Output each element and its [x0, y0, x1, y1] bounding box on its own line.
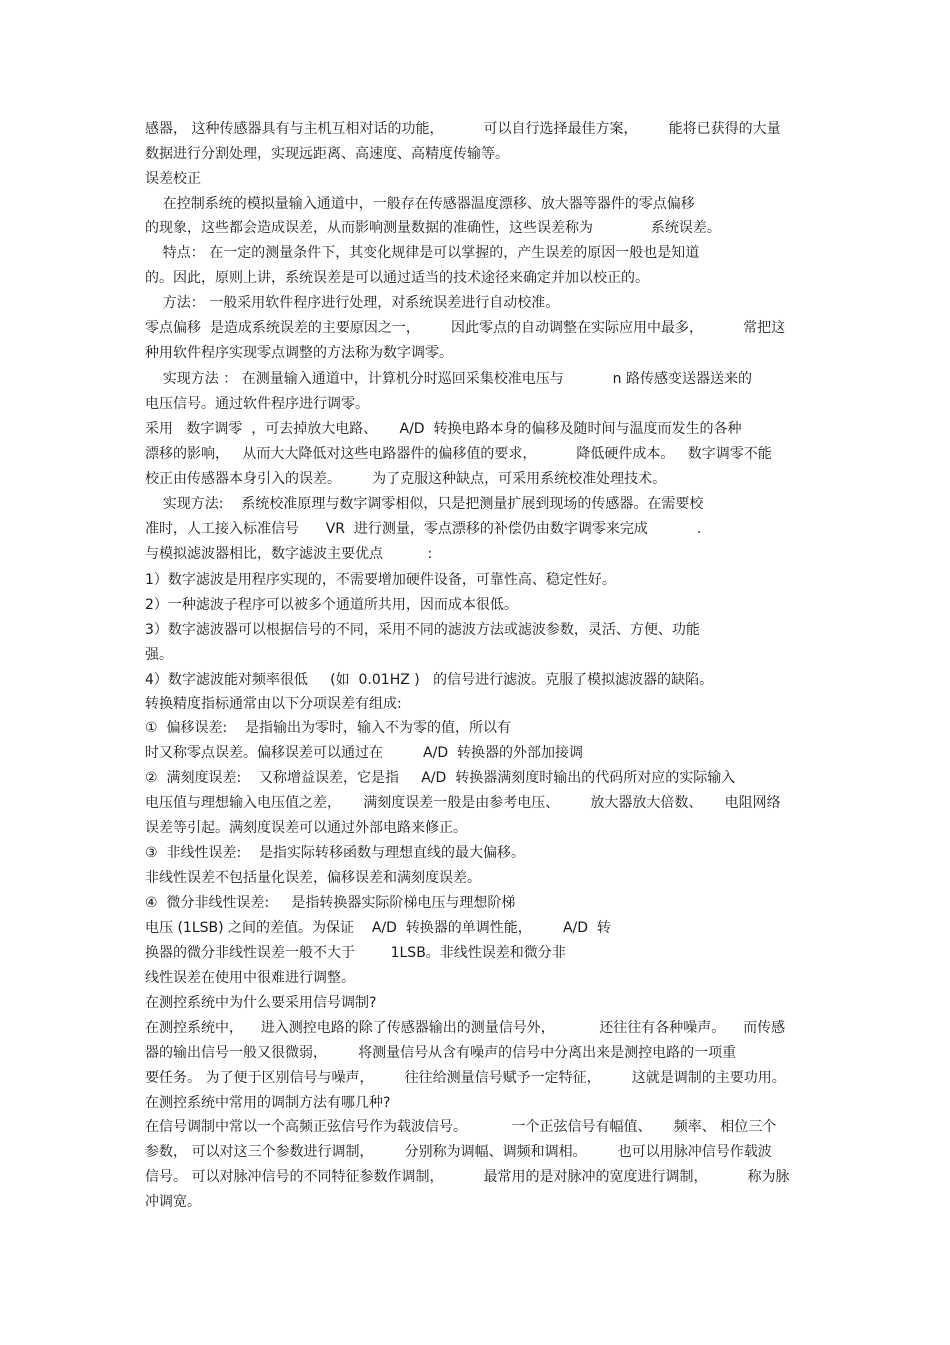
text-line: 信号。 可以对脉冲信号的不同特征参数作调制， 最常用的是对脉冲的宽度进行调制， 称为脉 — [145, 1169, 790, 1185]
text-line: 的现象，这些都会造成误差，从而影响测量数据的准确性，这些误差称为 系统误差。 — [145, 220, 721, 236]
text-line: 零点偏移 是造成系统误差的主要原因之一， 因此零点的自动调整在实际应用中最多， 常把这 — [145, 320, 786, 336]
text-line: 采用 数字调零 ，可去掉放大电路、 A/D 转换电路本身的偏移及随时间与温度而发生的各种 — [145, 421, 742, 437]
list-item: 1）数字滤波是用程序实现的，不需要增加硬件设备，可靠性高、稳定性好。 — [145, 572, 616, 588]
list-item: ③ 非线性误差: 是指实际转移函数与理想直线的最大偏移。 — [145, 845, 525, 861]
text-line: 实现方法 ： 在测量输入通道中，计算机分时巡回采集校准电压与 n 路传感变送器送来的 — [145, 371, 752, 387]
text-line: 强。 — [145, 647, 173, 663]
text-line: 误差等引起。满刻度误差可以通过外部电路来修正。 — [145, 820, 467, 836]
text-line: 电压值与理想输入电压值之差， 满刻度误差一般是由参考电压、 放大器放大倍数、 电阻网络 — [145, 795, 781, 811]
text-line: 准时，人工接入标准信号 VR 进行测量，零点漂移的补偿仍由数字调零来完成 . — [145, 521, 702, 537]
text-line: 在测控系统中， 进入测控电路的除了传感器输出的测量信号外， 还往往有各种噪声。 而传感 — [145, 1020, 786, 1036]
text-line: 的。因此，原则上讲，系统误差是可以通过适当的技术途径来确定并加以校正的。 — [145, 270, 649, 286]
list-item: ① 偏移误差: 是指输出为零时，输入不为零的值，所以有 — [145, 720, 511, 736]
text-line: 方法： 一般采用软件程序进行处理，对系统误差进行自动校准。 — [145, 295, 560, 311]
text-line: 感器， 这种传感器具有与主机互相对话的功能， 可以自行选择最佳方案， 能将已获得的大量 — [145, 121, 781, 137]
text-line: 种用软件程序实现零点调整的方法称为数字调零。 — [145, 345, 453, 361]
text-line: 要任务。 为了便于区别信号与噪声， 往往给测量信号赋予一定特征， 这就是调制的主要功用。 — [145, 1070, 786, 1086]
question-heading: 在测控系统中为什么要采用信号调制? — [145, 995, 377, 1011]
text-line: 在信号调制中常以一个高频正弦信号作为载波信号。 一个正弦信号有幅值、 频率、 相位三个 — [145, 1119, 777, 1135]
text-line: 实现方法: 系统校准原理与数字调零相似，只是把测量扩展到现场的传感器。在需要校 — [145, 496, 704, 512]
text-line: 数据进行分割处理，实现远距离、高速度、高精度传输等。 — [145, 146, 509, 162]
text-line: 参数， 可以对这三个参数进行调制， 分别称为调幅、调频和调相。 也可以用脉冲信号作载波 — [145, 1144, 772, 1160]
list-item: ④ 微分非线性误差: 是指转换器实际阶梯电压与理想阶梯 — [145, 895, 516, 911]
text-line: 换器的微分非线性误差一般不大于 1LSB。非线性误差和微分非 — [145, 945, 566, 961]
text-line: 转换精度指标通常由以下分项误差有组成: — [145, 696, 402, 712]
list-item: 2）一种滤波子程序可以被多个通道所共用，因而成本很低。 — [145, 597, 518, 613]
section-heading: 误差校正 — [145, 171, 201, 187]
text-line: 校正由传感器本身引入的误差。 为了克服这种缺点，可采用系统校准处理技术。 — [145, 471, 667, 487]
text-line: 器的输出信号一般又很微弱， 将测量信号从含有噪声的信号中分离出来是测控电路的一项重 — [145, 1045, 737, 1061]
text-line: 线性误差在使用中很难进行调整。 — [145, 970, 355, 986]
text-line: 时又称零点误差。偏移误差可以通过在 A/D 转换器的外部加接调 — [145, 745, 584, 761]
question-heading: 在测控系统中常用的调制方法有哪几种? — [145, 1095, 391, 1111]
text-line: 在控制系统的模拟量输入通道中，一般存在传感器温度漂移、放大器等器件的零点偏移 — [145, 196, 695, 212]
text-line: 特点： 在一定的测量条件下，其变化规律是可以掌握的，产生误差的原因一般也是知道 — [145, 245, 700, 261]
list-item: ② 满刻度误差: 又称增益误差，它是指 A/D 转换器满刻度时输出的代码所对应的实际输入 — [145, 770, 736, 786]
list-item: 3）数字滤波器可以根据信号的不同，采用不同的滤波方法或滤波参数，灵活、方便、功能 — [145, 622, 700, 638]
text-line: 电压信号。通过软件程序进行调零。 — [145, 396, 369, 412]
text-line: 电压 (1LSB) 之间的差值。为保证 A/D 转换器的单调性能， A/D 转 — [145, 920, 611, 936]
text-line: 非线性误差不包括量化误差，偏移误差和满刻度误差。 — [145, 870, 481, 886]
list-item: 4）数字滤波能对频率很低 (如 0.01HZ ) 的信号进行滤波。克服了模拟滤波器的缺陷。 — [145, 672, 714, 688]
text-line: 漂移的影响， 从而大大降低对这些电路器件的偏移值的要求， 降低硬件成本。 数字调零不能 — [145, 446, 772, 462]
text-line: 与模拟滤波器相比，数字滤波主要优点 : — [145, 546, 433, 562]
text-line: 冲调宽。 — [145, 1194, 201, 1210]
